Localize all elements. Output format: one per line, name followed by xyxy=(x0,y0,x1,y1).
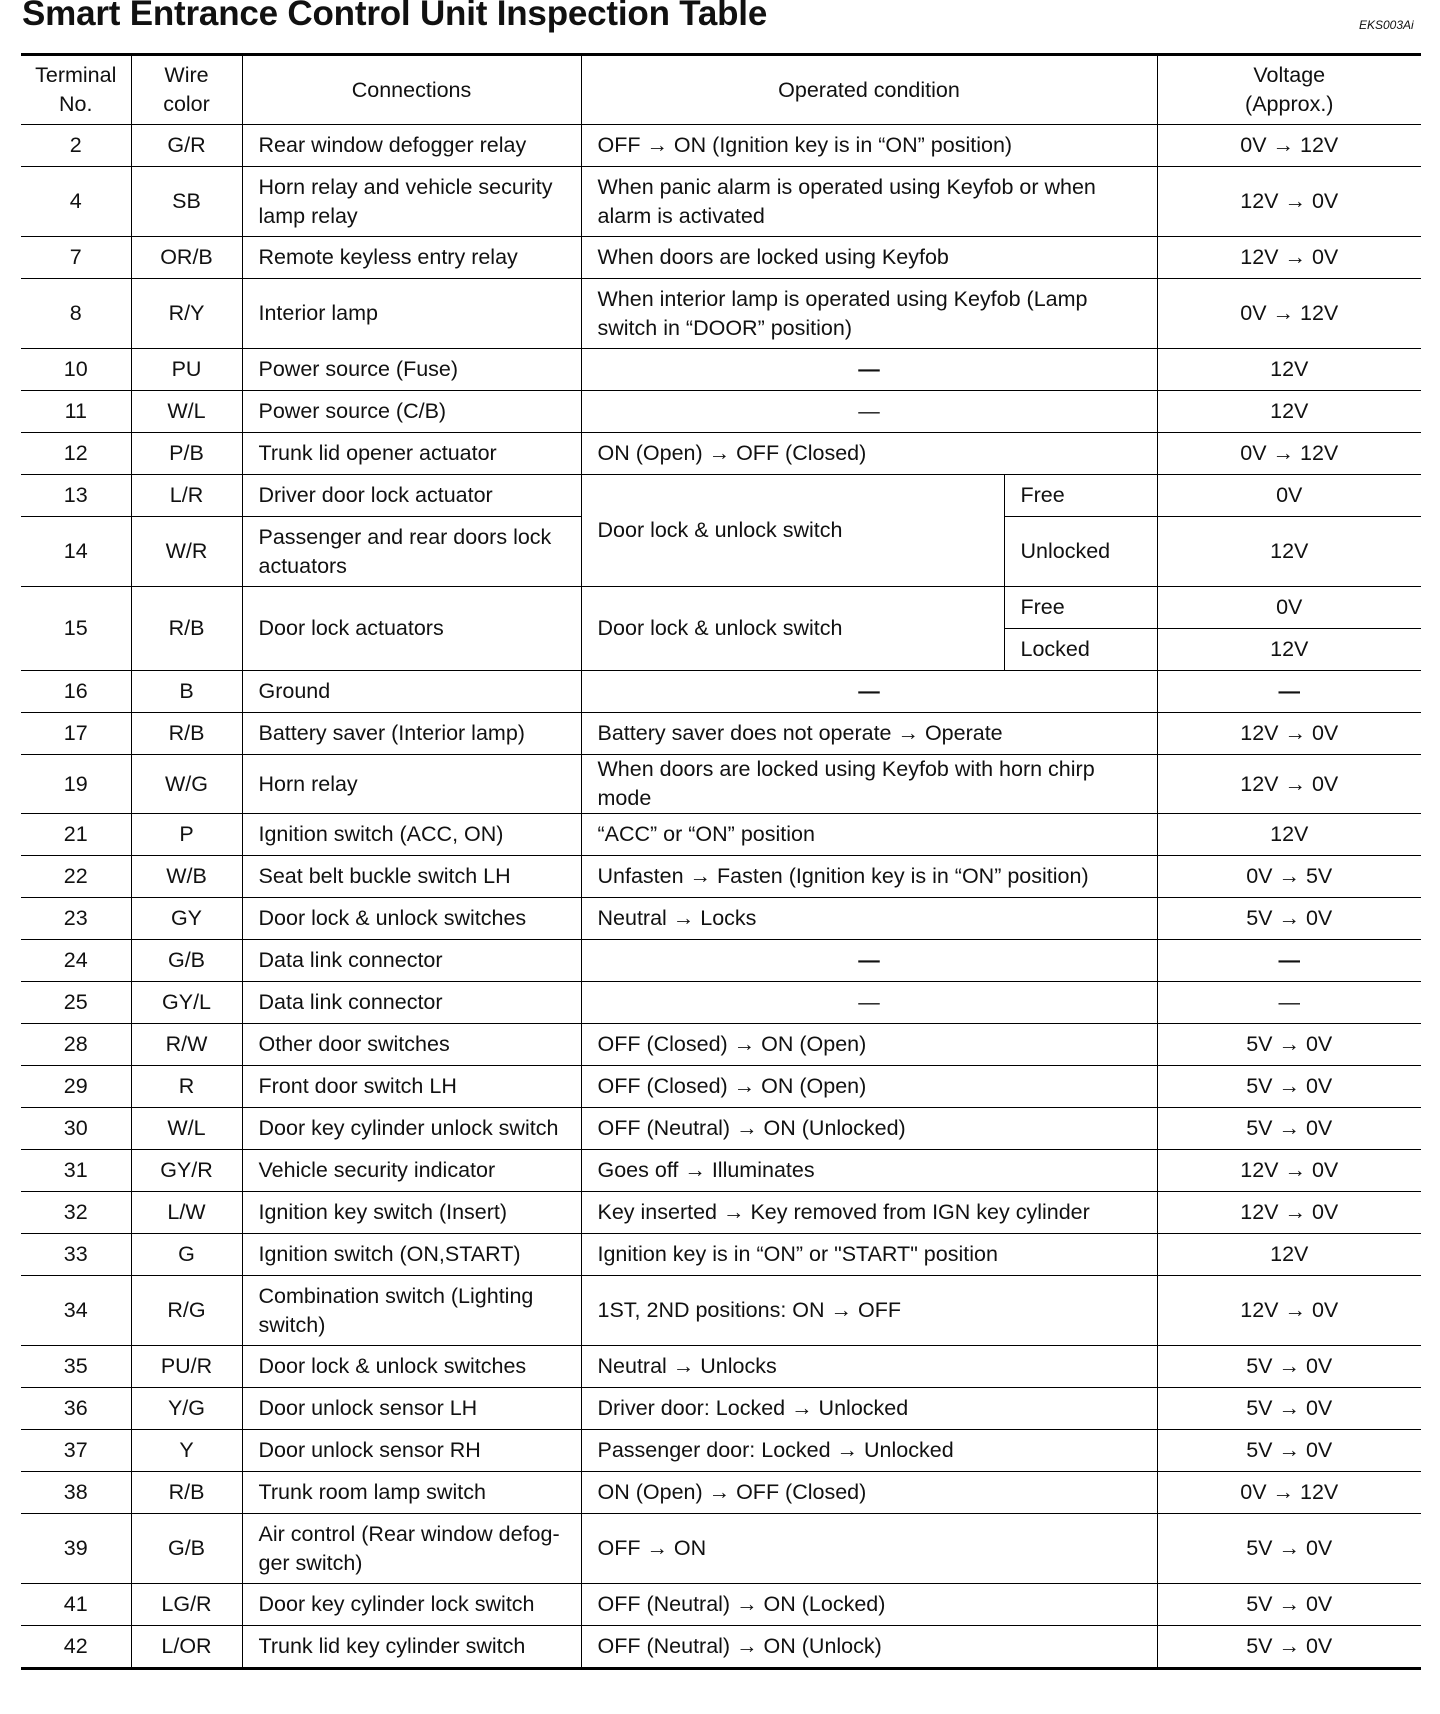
condition-cell: When doors are locked using Keyfob xyxy=(581,237,1157,279)
condition-cell: OFF (Neutral) → ON (Locked) xyxy=(581,1584,1157,1626)
condition-cell: — xyxy=(581,982,1157,1024)
connection-cell: Driver door lock actuator xyxy=(242,475,581,517)
table-row xyxy=(21,898,1421,940)
terminal-cell: 24 xyxy=(21,940,131,982)
wire-color-cell: SB xyxy=(131,167,242,237)
connection-cell: Door lock & unlock switches xyxy=(242,898,581,940)
connection-cell: Door key cylinder unlock switch xyxy=(242,1108,581,1150)
table-row xyxy=(21,433,1421,475)
terminal-cell: 14 xyxy=(21,517,131,587)
connection-cell: Door unlock sensor LH xyxy=(242,1388,581,1430)
voltage-cell: 5V → 0V xyxy=(1157,1584,1421,1626)
condition-cell: Neutral → Locks xyxy=(581,898,1157,940)
wire-color-cell: OR/B xyxy=(131,237,242,279)
header-terminal: Terminal No. xyxy=(21,56,131,125)
connection-cell: Ignition key switch (Insert) xyxy=(242,1192,581,1234)
table-row xyxy=(21,1192,1421,1234)
connection-cell: Other door switches xyxy=(242,1024,581,1066)
condition-cell: Battery saver does not operate → Operate xyxy=(581,713,1157,755)
header-operated-condition: Operated condition xyxy=(581,56,1157,125)
connection-cell: Rear window defogger relay xyxy=(242,125,581,167)
wire-color-cell: P/B xyxy=(131,433,242,475)
table-row xyxy=(21,237,1421,279)
connection-cell: Trunk lid key cylinder switch xyxy=(242,1626,581,1668)
connection-cell: Seat belt buckle switch LH xyxy=(242,856,581,898)
terminal-cell: 19 xyxy=(21,755,131,814)
wire-color-cell: G/B xyxy=(131,1514,242,1584)
wire-color-cell: W/G xyxy=(131,755,242,814)
wire-color-cell: G/B xyxy=(131,940,242,982)
table-row xyxy=(21,1024,1421,1066)
connection-cell: Data link connector xyxy=(242,940,581,982)
table-row xyxy=(21,391,1421,433)
wire-color-cell: Y/G xyxy=(131,1388,242,1430)
terminal-cell: 35 xyxy=(21,1346,131,1388)
connection-cell: Ignition switch (ACC, ON) xyxy=(242,814,581,856)
inspection-table-frame xyxy=(21,53,1421,1670)
table-row xyxy=(21,587,1421,629)
terminal-cell: 23 xyxy=(21,898,131,940)
condition-cell: Key inserted → Key removed from IGN key cylinder xyxy=(581,1192,1157,1234)
voltage-cell: 0V → 12V xyxy=(1157,125,1421,167)
switch-state-cell: Free xyxy=(1004,587,1157,629)
condition-cell: — xyxy=(581,391,1157,433)
document-code: EKS003Aі xyxy=(1359,18,1414,32)
voltage-cell: — xyxy=(1157,671,1421,713)
condition-cell: 1ST, 2ND positions: ON → OFF xyxy=(581,1276,1157,1346)
voltage-cell: 5V → 0V xyxy=(1157,1346,1421,1388)
wire-color-cell: L/W xyxy=(131,1192,242,1234)
connection-cell: Air control (Rear window defog-ger switch) xyxy=(242,1514,581,1584)
terminal-cell: 30 xyxy=(21,1108,131,1150)
terminal-cell: 32 xyxy=(21,1192,131,1234)
voltage-cell: 12V → 0V xyxy=(1157,713,1421,755)
voltage-cell: 12V xyxy=(1157,629,1421,671)
voltage-cell: 12V → 0V xyxy=(1157,237,1421,279)
connection-cell: Remote keyless entry relay xyxy=(242,237,581,279)
voltage-cell: 12V xyxy=(1157,814,1421,856)
terminal-cell: 2 xyxy=(21,125,131,167)
condition-cell: ON (Open) → OFF (Closed) xyxy=(581,433,1157,475)
terminal-cell: 37 xyxy=(21,1430,131,1472)
wire-color-cell: R xyxy=(131,1066,242,1108)
wire-color-cell: W/B xyxy=(131,856,242,898)
table-row xyxy=(21,814,1421,856)
connection-cell: Door lock & unlock switches xyxy=(242,1346,581,1388)
table-row xyxy=(21,982,1421,1024)
wire-color-cell: L/OR xyxy=(131,1626,242,1668)
connection-cell: Door key cylinder lock switch xyxy=(242,1584,581,1626)
voltage-cell: 12V → 0V xyxy=(1157,167,1421,237)
condition-cell: OFF (Closed) → ON (Open) xyxy=(581,1066,1157,1108)
table-row xyxy=(21,1150,1421,1192)
voltage-cell: 12V → 0V xyxy=(1157,755,1421,814)
terminal-cell: 12 xyxy=(21,433,131,475)
header-connections: Connections xyxy=(242,56,581,125)
terminal-cell: 17 xyxy=(21,713,131,755)
wire-color-cell: W/L xyxy=(131,1108,242,1150)
voltage-cell: 12V → 0V xyxy=(1157,1192,1421,1234)
condition-cell: Unfasten → Fasten (Ignition key is in “ON” position) xyxy=(581,856,1157,898)
wire-color-cell: L/R xyxy=(131,475,242,517)
voltage-cell: 0V xyxy=(1157,475,1421,517)
condition-cell: When panic alarm is operated using Keyfob or when alarm is activated xyxy=(581,167,1157,237)
connection-cell: Ground xyxy=(242,671,581,713)
terminal-cell: 34 xyxy=(21,1276,131,1346)
table-row xyxy=(21,1514,1421,1584)
wire-color-cell: GY/L xyxy=(131,982,242,1024)
wire-color-cell: Y xyxy=(131,1430,242,1472)
connection-cell: Trunk lid opener actuator xyxy=(242,433,581,475)
terminal-cell: 39 xyxy=(21,1514,131,1584)
condition-cell: OFF → ON (Ignition key is in “ON” position) xyxy=(581,125,1157,167)
terminal-cell: 33 xyxy=(21,1234,131,1276)
table-row xyxy=(21,856,1421,898)
terminal-cell: 36 xyxy=(21,1388,131,1430)
wire-color-cell: W/R xyxy=(131,517,242,587)
terminal-cell: 28 xyxy=(21,1024,131,1066)
voltage-cell: 5V → 0V xyxy=(1157,1430,1421,1472)
condition-cell: OFF (Neutral) → ON (Unlock) xyxy=(581,1626,1157,1668)
table-header-row xyxy=(21,56,1421,125)
voltage-cell: 5V → 0V xyxy=(1157,1024,1421,1066)
voltage-cell: 12V xyxy=(1157,391,1421,433)
table-row xyxy=(21,1430,1421,1472)
table-row xyxy=(21,671,1421,713)
voltage-cell: 0V → 12V xyxy=(1157,433,1421,475)
terminal-cell: 8 xyxy=(21,279,131,349)
table-row xyxy=(21,125,1421,167)
terminal-cell: 7 xyxy=(21,237,131,279)
table-row xyxy=(21,279,1421,349)
connection-cell: Vehicle security indicator xyxy=(242,1150,581,1192)
wire-color-cell: GY/R xyxy=(131,1150,242,1192)
header-wire-color: Wire color xyxy=(131,56,242,125)
voltage-cell: 5V → 0V xyxy=(1157,1514,1421,1584)
wire-color-cell: R/W xyxy=(131,1024,242,1066)
connection-cell: Combination switch (Lighting switch) xyxy=(242,1276,581,1346)
terminal-cell: 38 xyxy=(21,1472,131,1514)
page-title: Smart Entrance Control Unit Inspection Table xyxy=(22,0,768,33)
wire-color-cell: R/B xyxy=(131,587,242,671)
wire-color-cell: G xyxy=(131,1234,242,1276)
connection-cell: Front door switch LH xyxy=(242,1066,581,1108)
table-row xyxy=(21,1234,1421,1276)
terminal-cell: 21 xyxy=(21,814,131,856)
connection-cell: Power source (C/B) xyxy=(242,391,581,433)
wire-color-cell: PU xyxy=(131,349,242,391)
connection-cell: Interior lamp xyxy=(242,279,581,349)
terminal-cell: 15 xyxy=(21,587,131,671)
table-row xyxy=(21,1276,1421,1346)
wire-color-cell: R/Y xyxy=(131,279,242,349)
connection-cell: Trunk room lamp switch xyxy=(242,1472,581,1514)
condition-cell: — xyxy=(581,349,1157,391)
voltage-cell: 0V → 12V xyxy=(1157,279,1421,349)
condition-cell: OFF (Closed) → ON (Open) xyxy=(581,1024,1157,1066)
voltage-cell: 12V xyxy=(1157,517,1421,587)
inspection-table xyxy=(21,56,1421,1667)
switch-state-cell: Locked xyxy=(1004,629,1157,671)
condition-cell: Door lock & unlock switch xyxy=(581,587,1004,671)
table-row xyxy=(21,349,1421,391)
connection-cell: Ignition switch (ON,START) xyxy=(242,1234,581,1276)
voltage-cell: 5V → 0V xyxy=(1157,1108,1421,1150)
wire-color-cell: G/R xyxy=(131,125,242,167)
table-row xyxy=(21,1108,1421,1150)
terminal-cell: 13 xyxy=(21,475,131,517)
table-row xyxy=(21,713,1421,755)
condition-cell: Driver door: Locked → Unlocked xyxy=(581,1388,1157,1430)
terminal-cell: 29 xyxy=(21,1066,131,1108)
voltage-cell: 12V → 0V xyxy=(1157,1150,1421,1192)
wire-color-cell: PU/R xyxy=(131,1346,242,1388)
wire-color-cell: P xyxy=(131,814,242,856)
connection-cell: Horn relay xyxy=(242,755,581,814)
condition-cell: ON (Open) → OFF (Closed) xyxy=(581,1472,1157,1514)
terminal-cell: 11 xyxy=(21,391,131,433)
condition-cell: Neutral → Unlocks xyxy=(581,1346,1157,1388)
condition-cell: — xyxy=(581,940,1157,982)
table-row xyxy=(21,167,1421,237)
condition-cell: — xyxy=(581,671,1157,713)
voltage-cell: 0V → 12V xyxy=(1157,1472,1421,1514)
terminal-cell: 31 xyxy=(21,1150,131,1192)
condition-cell: Goes off → Illuminates xyxy=(581,1150,1157,1192)
wire-color-cell: R/B xyxy=(131,713,242,755)
wire-color-cell: GY xyxy=(131,898,242,940)
terminal-cell: 42 xyxy=(21,1626,131,1668)
condition-cell: Passenger door: Locked → Unlocked xyxy=(581,1430,1157,1472)
terminal-cell: 25 xyxy=(21,982,131,1024)
connection-cell: Data link connector xyxy=(242,982,581,1024)
connection-cell: Door lock actuators xyxy=(242,587,581,671)
condition-cell: Door lock & unlock switch xyxy=(581,475,1004,587)
condition-cell: “ACC” or “ON” position xyxy=(581,814,1157,856)
table-row xyxy=(21,1388,1421,1430)
connection-cell: Power source (Fuse) xyxy=(242,349,581,391)
condition-cell: When interior lamp is operated using Keyfob (Lamp switch in “DOOR” position) xyxy=(581,279,1157,349)
switch-state-cell: Unlocked xyxy=(1004,517,1157,587)
table-row xyxy=(21,940,1421,982)
wire-color-cell: R/G xyxy=(131,1276,242,1346)
voltage-cell: 5V → 0V xyxy=(1246,1634,1333,1658)
connection-cell: Door unlock sensor RH xyxy=(242,1430,581,1472)
voltage-cell: 0V → 5V xyxy=(1157,856,1421,898)
voltage-cell: — xyxy=(1157,982,1421,1024)
condition-cell: OFF → ON xyxy=(581,1514,1157,1584)
table-row xyxy=(21,1584,1421,1626)
voltage-cell: — xyxy=(1157,940,1421,982)
terminal-cell: 4 xyxy=(21,167,131,237)
condition-cell: Ignition key is in “ON” or "START" position xyxy=(581,1234,1157,1276)
condition-cell: OFF (Neutral) → ON (Unlocked) xyxy=(581,1108,1157,1150)
terminal-cell: 16 xyxy=(21,671,131,713)
wire-color-cell: W/L xyxy=(131,391,242,433)
connection-cell: Battery saver (Interior lamp) xyxy=(242,713,581,755)
wire-color-cell: LG/R xyxy=(131,1584,242,1626)
table-row xyxy=(21,1472,1421,1514)
connection-cell: Horn relay and vehicle security lamp relay xyxy=(242,167,581,237)
table-row xyxy=(21,475,1421,517)
connection-cell: Passenger and rear doors lock actuators xyxy=(242,517,581,587)
table-row xyxy=(21,1066,1421,1108)
table-row xyxy=(21,1626,1421,1668)
condition-cell: When doors are locked using Keyfob with horn chirp mode xyxy=(581,755,1157,814)
voltage-cell: 5V → 0V xyxy=(1157,1066,1421,1108)
switch-state-cell: Free xyxy=(1004,475,1157,517)
voltage-cell: 12V xyxy=(1157,349,1421,391)
voltage-cell: 12V xyxy=(1157,1234,1421,1276)
voltage-cell: 12V → 0V xyxy=(1157,1276,1421,1346)
terminal-cell: 10 xyxy=(21,349,131,391)
terminal-cell: 41 xyxy=(21,1584,131,1626)
voltage-cell: 5V → 0V xyxy=(1157,898,1421,940)
wire-color-cell: R/B xyxy=(131,1472,242,1514)
table-row xyxy=(21,755,1421,814)
table-row xyxy=(21,1346,1421,1388)
voltage-cell: 5V → 0V xyxy=(1157,1388,1421,1430)
terminal-cell: 22 xyxy=(21,856,131,898)
voltage-cell: 0V xyxy=(1157,587,1421,629)
header-voltage: Voltage (Approx.) xyxy=(1157,56,1421,125)
wire-color-cell: B xyxy=(131,671,242,713)
